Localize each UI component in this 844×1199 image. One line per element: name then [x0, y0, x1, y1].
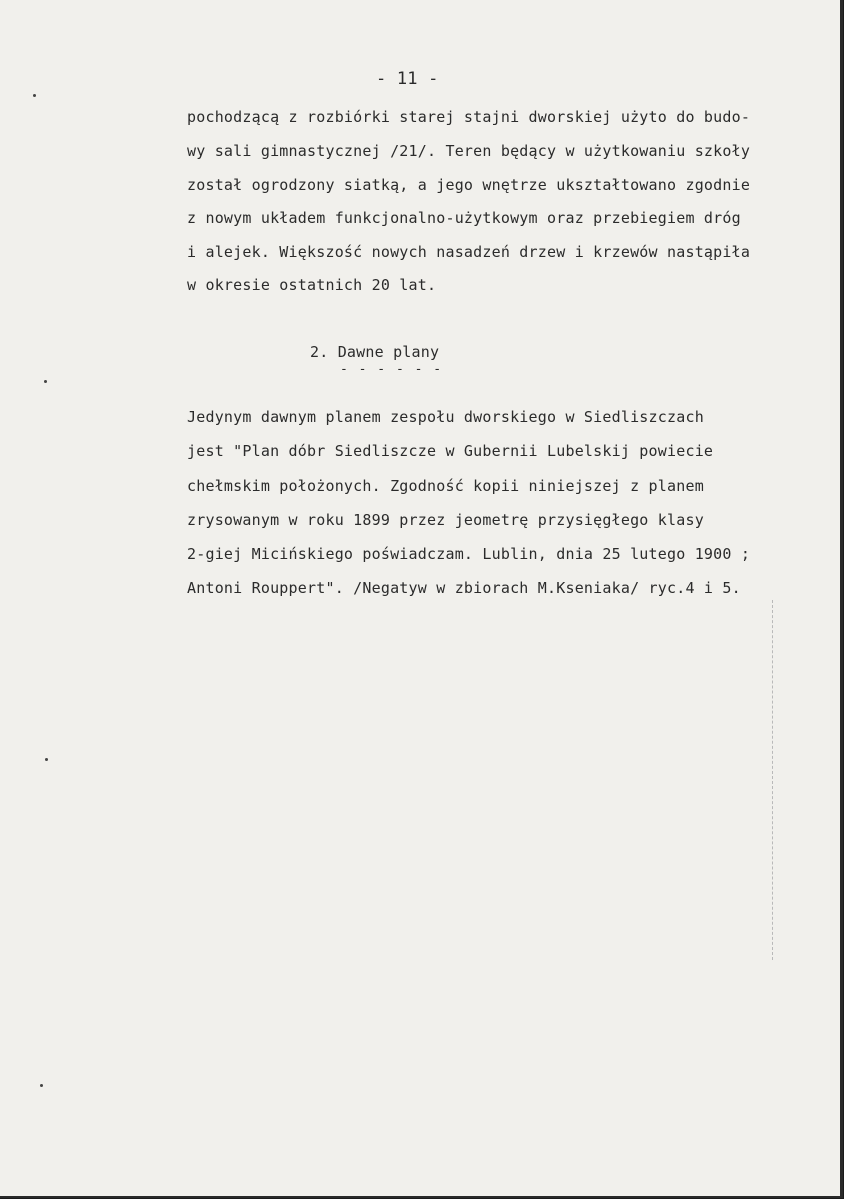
section-heading: 2. Dawne plany [310, 343, 440, 361]
margin-mark [33, 94, 36, 97]
heading-underline: - - - - - - [340, 362, 443, 377]
paragraph-line: wy sali gimnastycznej /21/. Teren będący w użytkowaniu szkoły [187, 142, 751, 160]
paper-crease [772, 600, 773, 960]
page-number: - 11 - [376, 69, 439, 89]
paragraph-line: jest "Plan dóbr Siedliszcze w Gubernii Lubelskij powiecie [187, 442, 714, 460]
paragraph-line: Antoni Rouppert". /Negatyw w zbiorach M.Kseniaka/ ryc.4 i 5. [187, 579, 741, 597]
margin-mark [40, 1084, 43, 1087]
paragraph-line: został ogrodzony siatką, a jego wnętrze ukształtowano zgodnie [187, 176, 751, 194]
paragraph-line: chełmskim położonych. Zgodność kopii niniejszej z planem [187, 477, 704, 495]
paragraph-line: Jedynym dawnym planem zespołu dworskiego w Siedliszczach [187, 408, 704, 426]
paragraph-line: pochodzącą z rozbiórki starej stajni dworskiej użyto do budo- [187, 108, 751, 126]
paragraph-line: zrysowanym w roku 1899 przez jeometrę przysięgłego klasy [187, 511, 704, 529]
margin-mark [44, 380, 47, 383]
paragraph-line: w okresie ostatnich 20 lat. [187, 276, 437, 294]
paragraph-line: z nowym układem funkcjonalno-użytkowym oraz przebiegiem dróg [187, 209, 741, 227]
margin-mark [45, 758, 48, 761]
paragraph-line: i alejek. Większość nowych nasadzeń drzew i krzewów nastąpiła [187, 243, 751, 261]
paragraph-line: 2-giej Micińskiego poświadczam. Lublin, dnia 25 lutego 1900 ; [187, 545, 751, 563]
